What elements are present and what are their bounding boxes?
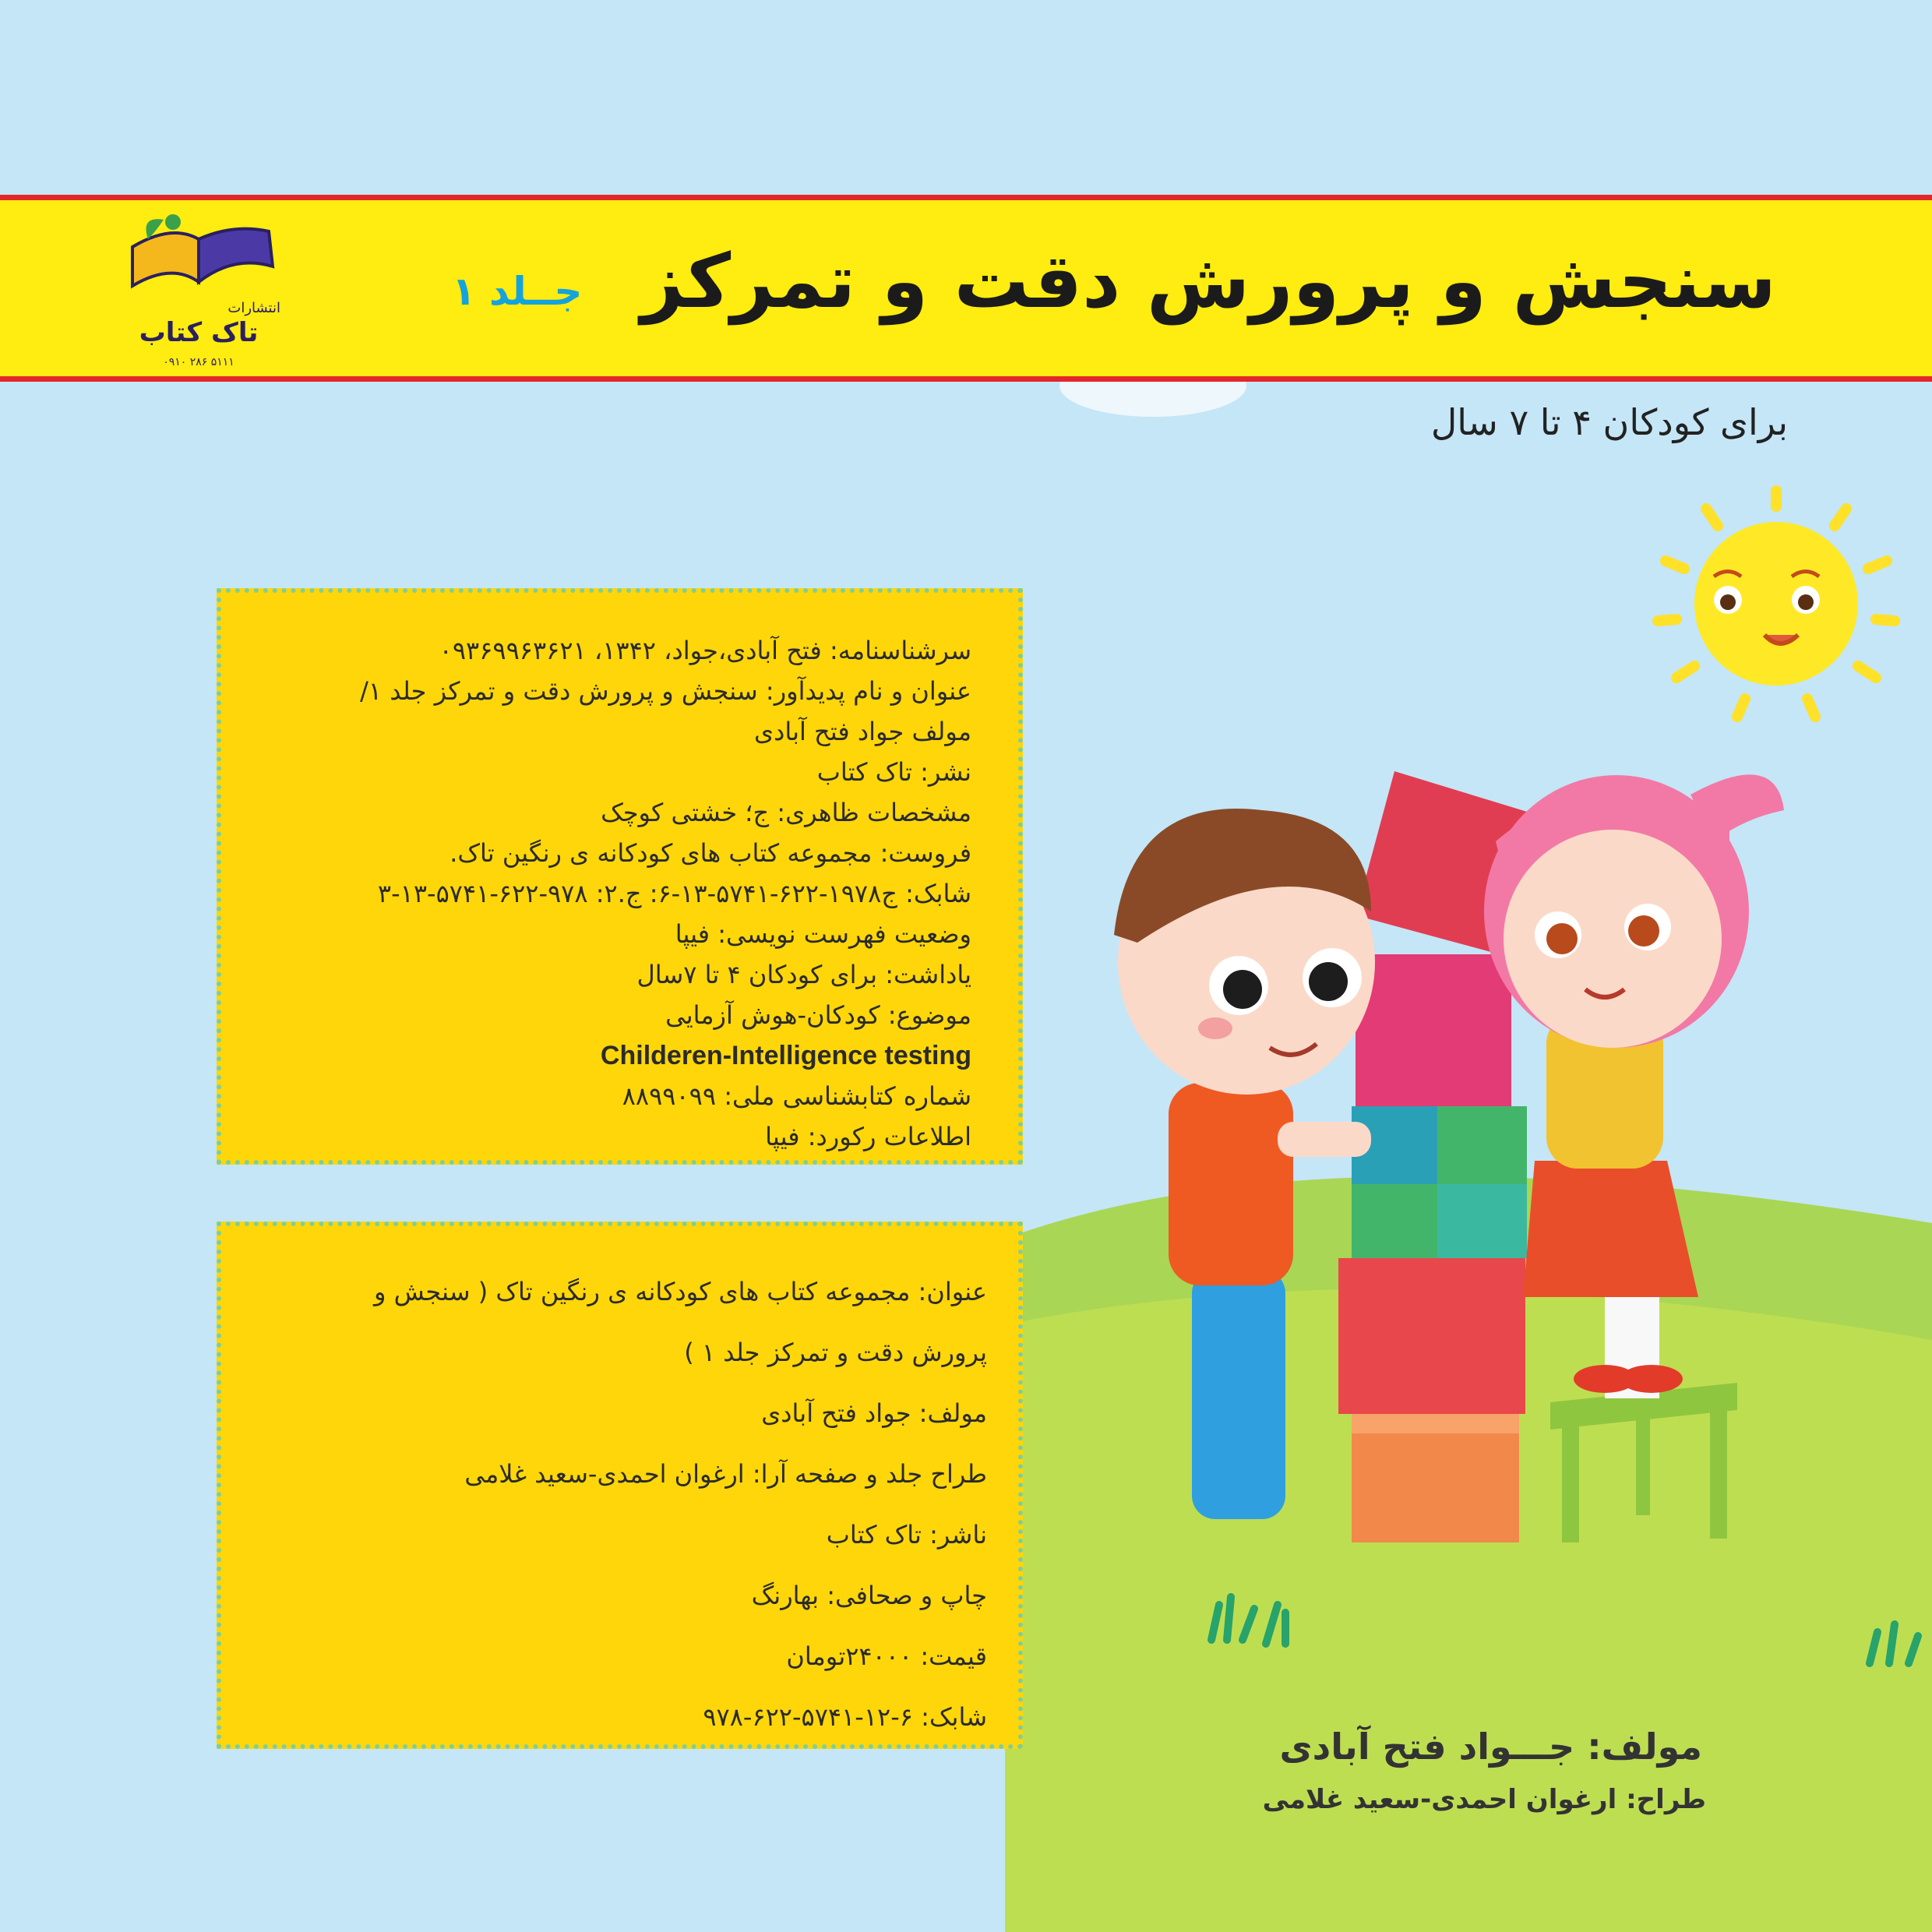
credits-line: طراح جلد و صفحه آرا: ارغوان احمدی-سعید غلامی <box>464 1459 987 1489</box>
cip-line: شماره کتابشناسی ملی: ۸۸۹۹۰۹۹ <box>622 1081 971 1111</box>
credits-line: چاپ و صحافی: بهارنگ <box>751 1581 987 1610</box>
credits-line: مولف: جواد فتح آبادی <box>761 1398 987 1428</box>
title-banner <box>0 195 1932 382</box>
cip-line: وضعیت فهرست نویسی: فیپا <box>675 919 971 949</box>
publisher-logo <box>101 208 296 372</box>
cip-line: سرشناسنامه: فتح آبادی،جواد، ۱۳۴۲، ۰۹۳۶۹۹۶۳۶۲۱ <box>439 636 971 665</box>
volume-label: جــلد ۱ <box>452 269 583 314</box>
cip-english-subject: Childeren-Intelligence testing <box>600 1041 971 1070</box>
designer-credit: طراح: ارغوان احمدی-سعید غلامی <box>1262 1784 1706 1815</box>
cip-line: مشخصات ظاهری: ج؛ خشتی کوچک <box>601 798 971 827</box>
credits-line: قیمت: ۲۴۰۰۰تومان <box>786 1641 987 1671</box>
cip-line: فروست: مجموعه کتاب های کودکانه ی رنگین تاک. <box>450 838 971 868</box>
credits-line: شابک: ۶-۱۲-۵۷۴۱-۶۲۲-۹۷۸ <box>703 1702 987 1732</box>
publisher-phone: ۰۹۱۰ ۲۸۶ ۵۱۱۱ <box>163 356 234 368</box>
cip-line: موضوع: کودکان-هوش آزمایی <box>665 1000 971 1030</box>
age-subtitle: برای کودکان ۴ تا ۷ سال <box>1430 401 1788 443</box>
credits-line: ناشر: تاک کتاب <box>826 1520 987 1549</box>
cip-line: عنوان و نام پدیدآور: سنجش و پرورش دقت و تمرکز جلد ۱/ <box>360 676 971 706</box>
book-icon <box>101 208 296 309</box>
sun <box>1658 491 1895 717</box>
cip-line: شابک: ج۱۹۷۸-۶۲۲-۵۷۴۱-۱۳-۶: ج.۲: ۹۷۸-۶۲۲-۵۷۴۱-۱۳-۳ <box>377 879 971 908</box>
author-credit: مولف: جـــواد فتح آبادی <box>1279 1726 1702 1768</box>
credits-box <box>217 1222 1023 1749</box>
cip-line: مولف جواد فتح آبادی <box>754 717 971 746</box>
cip-line: اطلاعات رکورد: فیپا <box>765 1122 971 1151</box>
cip-line: یاداشت: برای کودکان ۴ تا ۷سال <box>636 960 971 989</box>
cip-line: نشر: تاک کتاب <box>816 757 971 787</box>
book-title: سنجش و پرورش دقت و تمرکز <box>640 238 1776 325</box>
publisher-name: تاک کتاب <box>139 317 259 348</box>
publisher-label: انتشارات <box>227 300 280 316</box>
cip-box <box>217 588 1023 1165</box>
credits-line: پرورش دقت و تمرکز جلد ۱ ) <box>684 1338 987 1367</box>
credits-line: عنوان: مجموعه کتاب های کودکانه ی رنگین تاک ( سنجش و <box>374 1277 987 1306</box>
